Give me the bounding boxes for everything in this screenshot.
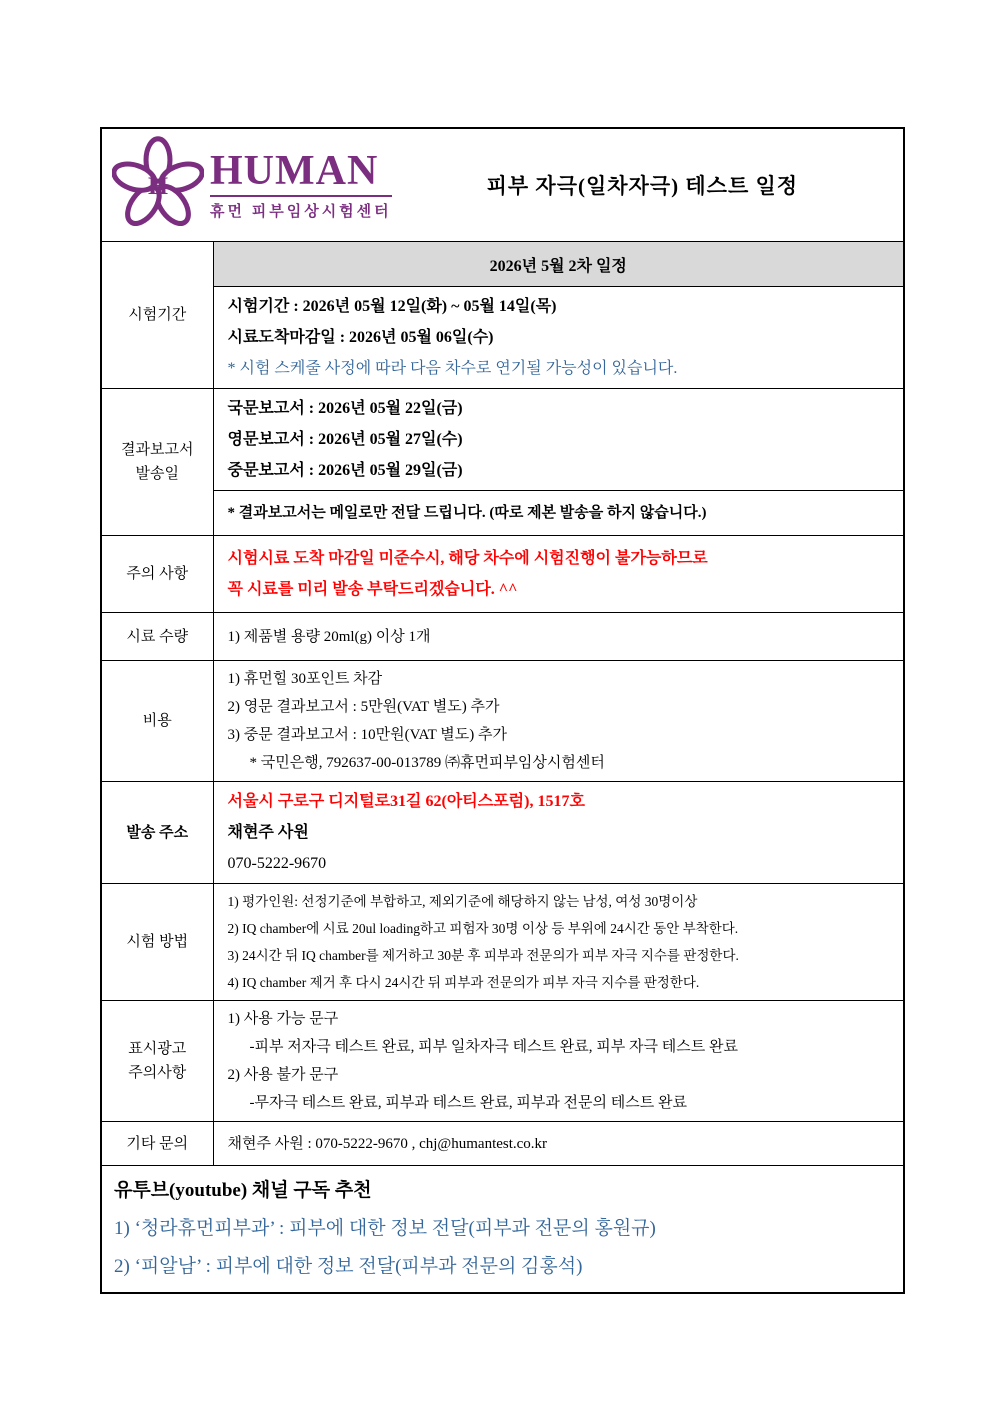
test-period-cell bbox=[213, 287, 904, 389]
youtube-channel-item: 2) ‘피알남’ : 피부에 대한 정보 전달(피부과 전문의 김홍석) bbox=[114, 1256, 583, 1277]
schedule-note: * 시험 스케줄 사정에 따라 다음 차수로 연기될 가능성이 있습니다. bbox=[227, 360, 678, 377]
cost-line: 3) 중문 결과보고서 : 10만원(VAT 별도) 추가 bbox=[227, 727, 507, 743]
cost-line: 1) 휴먼힐 30포인트 차감 bbox=[227, 671, 383, 687]
allowed-phrases-title: 1) 사용 가능 문구 bbox=[227, 1011, 339, 1027]
shipping-address: 서울시 구로구 디지털로31길 62(아티스포럼), 1517호 bbox=[227, 793, 585, 810]
contact-person: 채현주 사원 bbox=[227, 824, 309, 841]
row-label-method: 시험 방법 bbox=[101, 884, 213, 1001]
contact-phone: 070-5222-9670 bbox=[227, 855, 327, 872]
row-label-caution: 주의 사항 bbox=[101, 536, 213, 613]
method-step: 2) IQ chamber에 시료 20ul loading하고 피험자 30명 이상 등 부위에 24시간 동안 부착한다. bbox=[227, 921, 739, 936]
row-label-report-dates bbox=[101, 389, 213, 536]
korean-report-date: 국문보고서 : 2026년 05월 22일(금) bbox=[227, 400, 463, 417]
logo-letter: H bbox=[147, 170, 169, 200]
sample-qty-cell bbox=[213, 613, 904, 661]
row-label-cost: 비용 bbox=[101, 661, 213, 782]
document-header bbox=[101, 128, 904, 242]
row-label-line: 발송일 bbox=[135, 466, 179, 482]
inquiry-contact-line: 채현주 사원 : 070-5222-9670 , chj@humantest.co.kr bbox=[227, 1135, 548, 1152]
row-label-address: 발송 주소 bbox=[101, 782, 213, 884]
row-label-line: 주의사항 bbox=[128, 1065, 187, 1081]
caution-cell bbox=[213, 536, 904, 613]
forbidden-phrases-title: 2) 사용 불가 문구 bbox=[227, 1067, 339, 1083]
row-label-sample-qty: 시료 수량 bbox=[101, 613, 213, 661]
caution-line: 시험시료 도착 마감일 미준수시, 해당 차수에 시험진행이 불가능하므로 bbox=[227, 550, 708, 567]
brand-name: HUMAN bbox=[210, 148, 379, 194]
method-cell bbox=[213, 884, 904, 1001]
logo bbox=[112, 135, 392, 236]
sample-deadline-line: 시료도착마감일 : 2026년 05월 06일(수) bbox=[227, 329, 494, 346]
allowed-phrases: -피부 저자극 테스트 완료, 피부 일차자극 테스트 완료, 피부 자극 테스트 완료 bbox=[249, 1039, 738, 1055]
page-title: 피부 자극(일차자극) 테스트 일정 bbox=[486, 174, 799, 198]
bank-account-line: * 국민은행, 792637-00-013789 ㈜휴먼피부임상시험센터 bbox=[249, 755, 605, 771]
method-step: 1) 평가인원: 선정기준에 부합하고, 제외기준에 해당하지 않는 남성, 여성 30명이상 bbox=[227, 894, 698, 909]
cost-cell bbox=[213, 661, 904, 782]
other-inquiry-cell bbox=[213, 1122, 904, 1166]
method-step: 4) IQ chamber 제거 후 다시 24시간 뒤 피부과 전문의가 피부 자극 지수를 판정한다. bbox=[227, 975, 700, 990]
method-step: 3) 24시간 뒤 IQ chamber를 제거하고 30분 후 피부과 전문의가 피부 자극 지수를 판정한다. bbox=[227, 948, 739, 963]
row-label-line: 결과보고서 bbox=[121, 442, 194, 458]
caution-line: 꼭 시료를 미리 발송 부탁드리겠습니다. ^^ bbox=[227, 581, 518, 598]
address-cell bbox=[213, 782, 904, 884]
flower-h-icon bbox=[112, 135, 204, 236]
report-delivery-note: * 결과보고서는 메일로만 전달 드립니다. (따로 제본 발송을 하지 않습니다.) bbox=[227, 505, 707, 521]
row-label-line: 표시광고 bbox=[128, 1041, 187, 1057]
cost-line: 2) 영문 결과보고서 : 5만원(VAT 별도) 추가 bbox=[227, 699, 500, 715]
test-period-line: 시험기간 : 2026년 05월 12일(화) ~ 05월 14일(목) bbox=[227, 298, 557, 315]
report-dates-cell bbox=[213, 389, 904, 491]
youtube-recommend-section bbox=[101, 1166, 904, 1294]
row-label-test-period: 시험기간 bbox=[101, 242, 213, 389]
youtube-section-heading: 유투브(youtube) 채널 구독 추천 bbox=[114, 1180, 372, 1201]
forbidden-phrases: -무자극 테스트 완료, 피부과 테스트 완료, 피부과 전문의 테스트 완료 bbox=[249, 1095, 687, 1111]
english-report-date: 영문보고서 : 2026년 05월 27일(수) bbox=[227, 431, 463, 448]
row-label-other-inquiry: 기타 문의 bbox=[101, 1122, 213, 1166]
youtube-channel-item: 1) ‘청라휴먼피부과’ : 피부에 대한 정보 전달(피부과 전문의 홍원규) bbox=[114, 1218, 656, 1239]
chinese-report-date: 중문보고서 : 2026년 05월 29일(금) bbox=[227, 462, 463, 479]
brand-subtitle: 휴먼 피부임상시험센터 bbox=[210, 195, 392, 221]
schedule-round-header: 2026년 5월 2차 일정 bbox=[213, 242, 904, 287]
row-label-labeling bbox=[101, 1001, 213, 1122]
labeling-cell bbox=[213, 1001, 904, 1122]
sample-qty-line: 1) 제품별 용량 20ml(g) 이상 1개 bbox=[227, 628, 431, 645]
report-note-cell bbox=[213, 491, 904, 536]
schedule-table bbox=[100, 127, 905, 1294]
